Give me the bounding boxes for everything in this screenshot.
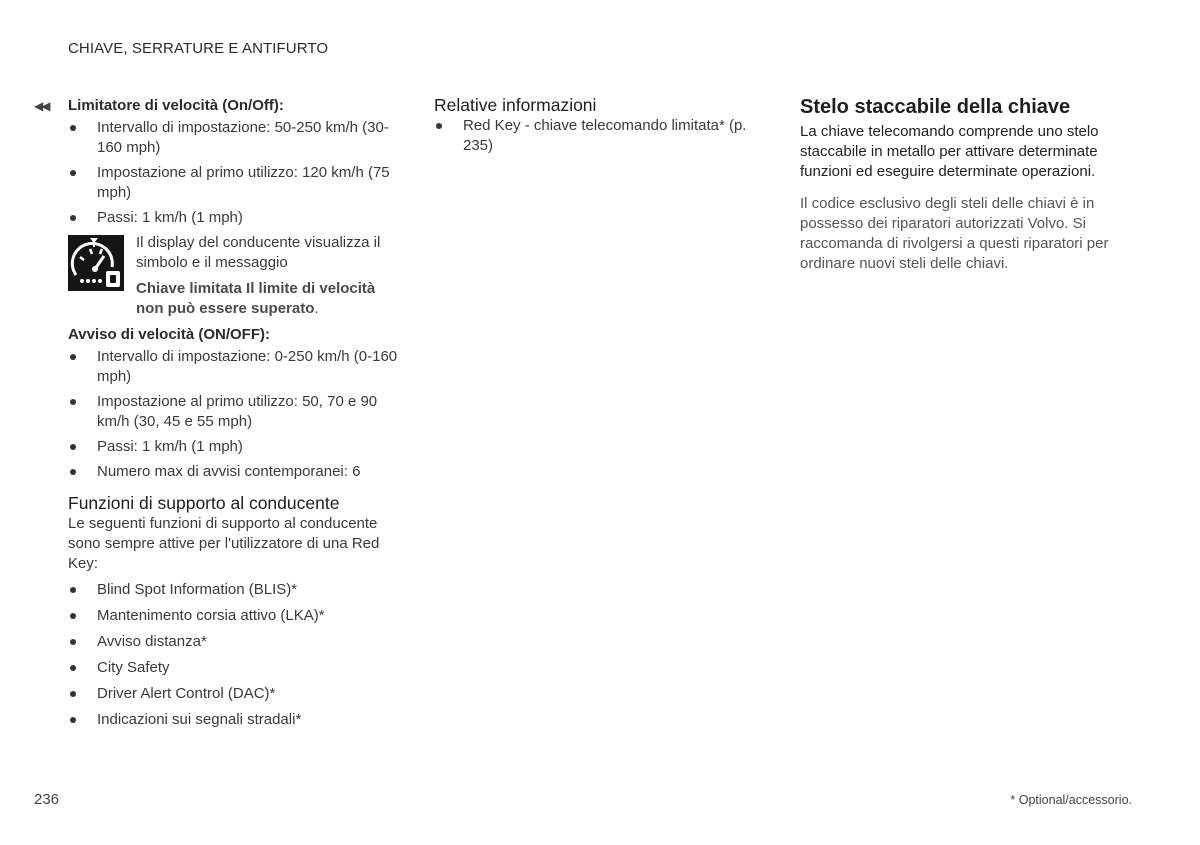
column-middle [434,96,754,161]
limiter-list [68,118,398,228]
symbol-message-end: . [314,300,319,317]
continued-arrow-icon: ◀◀ [34,99,49,113]
footnote: * Optional/accessorio. [1010,793,1132,807]
section-title: Stelo staccabile della chiave [800,96,1071,118]
limiter-heading: Limitatore di velocità (On/Off): [68,97,284,114]
section-intro: La chiave telecomando comprende uno stelo staccabile in metallo per attivare determinate funzioni ed eseguire determinate operazioni. [800,123,1099,180]
list-item: Intervallo di impostazione: 0-250 km/h (0-160 mph) [68,347,398,387]
page-header-title: CHIAVE, SERRATURE E ANTIFURTO [68,40,329,57]
symbol-description: Il display del conducente visualizza il simbolo e il messaggio [136,234,381,271]
support-heading: Funzioni di supporto al conducente [68,493,340,513]
list-item: Intervallo di impostazione: 50-250 km/h (30-160 mph) [68,118,398,158]
support-intro: Le seguenti funzioni di supporto al conducente sono sempre attive per l'utilizzatore di una Red Key: [68,515,380,572]
page-number: 236 [34,791,60,808]
warning-heading: Avviso di velocità (ON/OFF): [68,326,270,343]
section-body: Il codice esclusivo degli steli delle chiavi è in possesso dei riparatori autorizzati Volvo. Si raccomanda di rivolgersi a questi riparatori per ordinare nuovi steli delle chiavi. [800,195,1109,272]
list-item: Numero max di avvisi contemporanei: 6 [68,462,398,482]
list-item: Impostazione al primo utilizzo: 50, 70 e 90 km/h (30, 45 e 55 mph) [68,392,398,432]
related-link[interactable]: Red Key - chiave telecomando limitata* (p. 235) [434,116,754,156]
symbol-message-bold: Chiave limitata Il limite di velocità non può essere superato [136,280,376,317]
list-item: Passi: 1 km/h (1 mph) [68,208,398,228]
list-item: Passi: 1 km/h (1 mph) [68,437,398,457]
list-item: Driver Alert Control (DAC)* [68,684,398,704]
symbol-message [136,279,398,319]
list-item: Blind Spot Information (BLIS)* [68,580,398,600]
list-item: Impostazione al primo utilizzo: 120 km/h (75 mph) [68,163,398,203]
list-item: City Safety [68,658,398,678]
related-heading: Relative informazioni [434,95,597,115]
list-item: Mantenimento corsia attivo (LKA)* [68,606,398,626]
list-item: Indicazioni sui segnali stradali* [68,710,398,730]
list-item: Avviso distanza* [68,632,398,652]
warning-list [68,347,398,482]
column-left [34,96,398,736]
related-list [434,116,754,156]
support-list [68,580,398,730]
speed-limit-key-icon [68,235,124,291]
column-right [800,96,1140,274]
symbol-block [68,233,398,319]
